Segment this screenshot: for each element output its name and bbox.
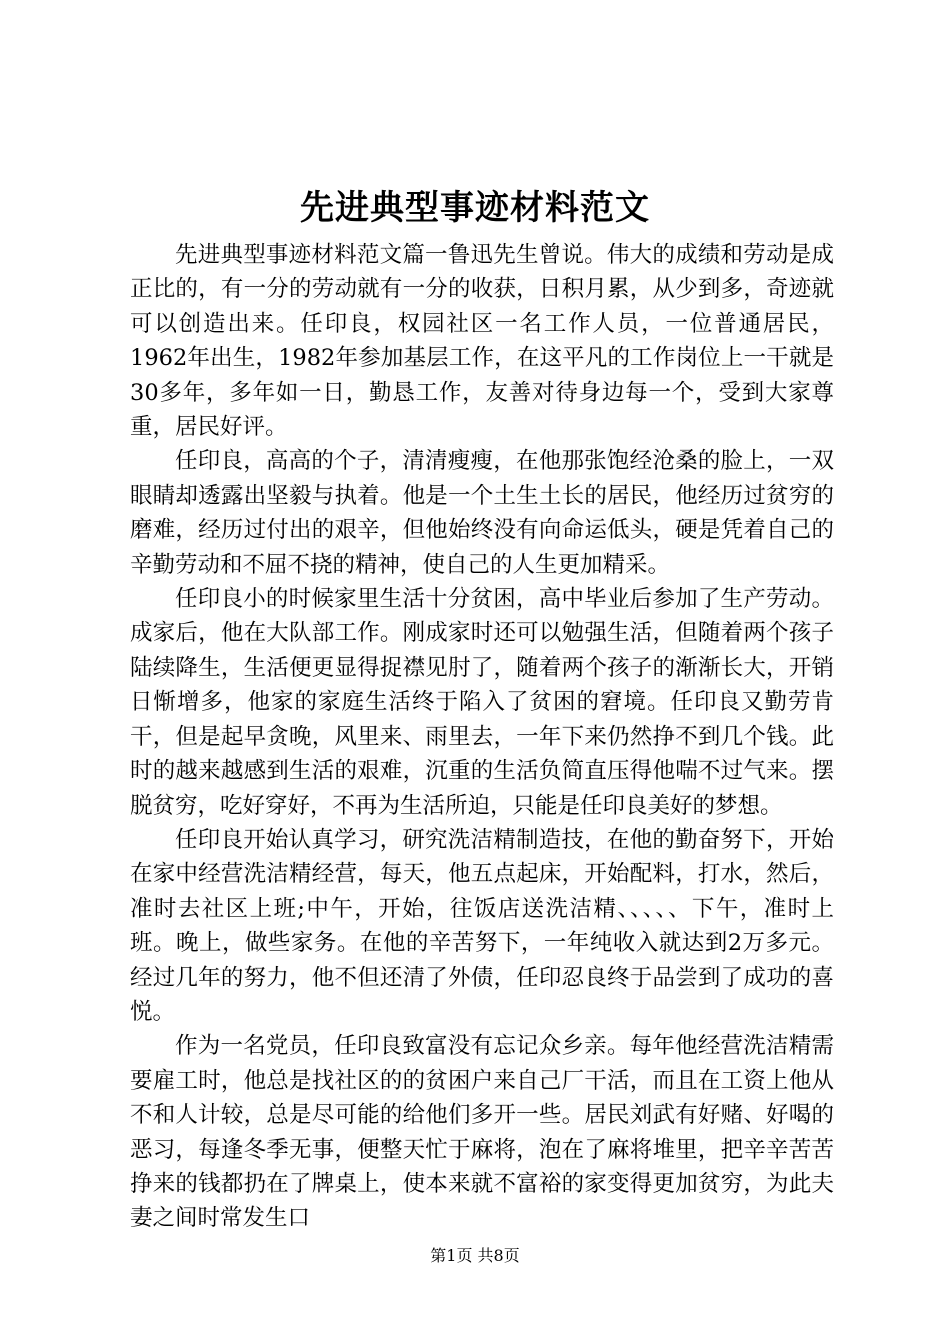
paragraph-5: 作为一名党员，任印良致富没有忘记众乡亲。每年他经营洗洁精需要雇工时，他总是找社区的的贫困户来自己厂干活，而且在工资上他从不和人计较，总是尽可能的给他们多开一些。居民刘武有好赌、好喝的恶习，每逢冬季无事，便整天忙于麻将，泡在了麻将堆里，把辛辛苦苦挣来的钱都扔在了牌桌上，使本来就不富裕的家变得更加贫穷，为此夫妻之间时常发生口 (130, 1033, 834, 1232)
document-body (130, 238, 834, 1236)
paragraph-1: 先进典型事迹材料范文篇一鲁迅先生曾说。伟大的成绩和劳动是成正比的，有一分的劳动就有一分的收获，日积月累，从少到多，奇迹就可以创造出来。任印良，权园社区一名工作人员，一位普通居民，1962年出生，1982年参加基层工作，在这平凡的工作岗位上一干就是30多年，多年如一日，勤恳工作，友善对待身边每一个，受到大家尊重，居民好评。 (130, 242, 834, 441)
paragraph-2: 任印良，高高的个子，清清瘦瘦，在他那张饱经沧桑的脸上，一双眼睛却透露出坚毅与执着。他是一个土生土长的居民，他经历过贫穷的磨难，经历过付出的艰辛，但他始终没有向命运低头，硬是凭着自己的辛勤劳动和不屈不挠的精神，使自己的人生更加精采。 (130, 448, 834, 578)
document-title: 先进典型事迹材料范文 (300, 188, 650, 228)
paragraph-3: 任印良小的时候家里生活十分贫困，高中毕业后参加了生产劳动。成家后，他在大队部工作。刚成家时还可以勉强生活，但随着两个孩子陆续降生，生活便更显得捉襟见肘了，随着两个孩子的渐渐长大，开销日惭增多，他家的家庭生活终于陷入了贫困的窘境。任印良又勤劳肯干，但是起早贪晚，风里来、雨里去，一年下来仍然挣不到几个钱。此时的越来越感到生活的艰难，沉重的生活负简直压得他喘不过气来。摆脱贫穷，吃好穿好，不再为生活所迫，只能是任印良美好的梦想。 (130, 586, 834, 819)
paragraph-4: 任印良开始认真学习，研究洗洁精制造技，在他的勤奋努下，开始在家中经营洗洁精经营，每天，他五点起床，开始配料，打水，然后，准时去社区上班;中午，开始，往饭店送洗洁精、、、、、下午，准时上班。晚上，做些家务。在他的辛苦努下，一年纯收入就达到2万多元。经过几年的努力，他不但还清了外债，任印忍良终于品尝到了成功的喜悦。 (130, 826, 834, 1025)
page-number-footer: 第1页 共8页 (430, 1246, 520, 1265)
